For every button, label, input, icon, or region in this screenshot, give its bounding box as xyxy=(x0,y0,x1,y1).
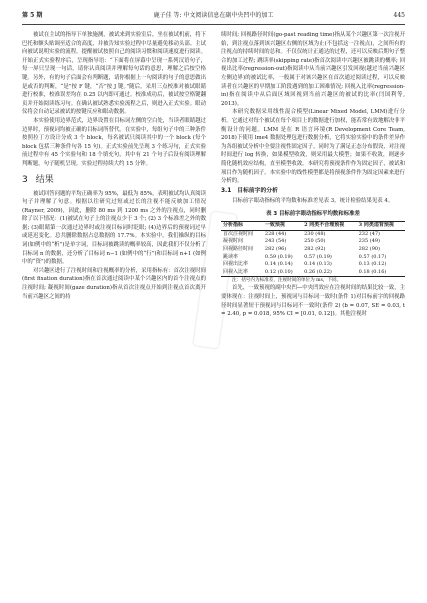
paragraph-findings: 首先，一致预视的副中央凹—中央凹效应在注视时间的结果比较一致，主要体现在：注视时间上，预视词与目标词一致时(条件 1)对目标前字的回视路径时间显著短于预视词与目标词不一致时(条件 2) (b = 0.07, SE = 0.03, t = 2.40, p = 0.018, 95% CI = [0.01, 0.12])。其他注视时 xyxy=(221,285,405,318)
table-header-cell: 3 同类违背预视 xyxy=(358,222,394,229)
paragraph-measures-continued: 续时间; 回视路径时间(go-past reading time)指从某个兴趣区第一次注视开始，到注视点落到该兴趣区右侧的区域为止(不包括这一注视点)，之间所有的注视点的持续时间的总和。不仅仅统计正通达的过程，还可以反映后期句子整合的加工过程; 跳读率(skipping rate)指首次阅读中兴趣区被跳读的概率; 回视出比率(regression-out)指阅读中从当前兴趣区引发回视(越过当前兴趣区左侧边界)的被试比率，一般属于对该兴趣区在首次通过阅读过程，可以反映读者在兴趣区的早期加工阶段遇到的加工困难情况; 回视入比率(regression-in)指在阅读中从后面区域回视到当前兴趣区的被试的比率(闫国利等, 2013)。 xyxy=(221,32,405,107)
table-cell: 0.14 (0.13) xyxy=(304,261,332,268)
table-cell: 跳读率 xyxy=(223,253,239,260)
table-cell: 232 (47) xyxy=(358,230,381,237)
table-header-cell: 分析指标 xyxy=(223,222,244,229)
table-cell: 250 (50) xyxy=(304,238,326,245)
table-cell: 282 (90) xyxy=(358,246,381,253)
table-cell: 282 (96) xyxy=(264,246,287,253)
section-heading-results xyxy=(22,173,206,187)
table-cell: 0.18 (0.16) xyxy=(358,268,387,275)
table-header-cell: 一致预视 xyxy=(264,222,285,229)
right-column xyxy=(221,31,405,319)
table-row xyxy=(221,261,405,269)
section-title: 结果 xyxy=(35,174,54,185)
paragraph-results-measures: 对兴趣区进行了注视时间和注视概率的分析，采用指标有：首次注视时间(first fixation duration)指在首次通过阅读中某个兴趣区内的首个注视点的注视时间; 凝视时间(gaze duration)指从首次注视点开始到注视点首次离开当前兴趣区之间的持 xyxy=(22,267,206,300)
table-cell: 0.12 (0.10) xyxy=(264,268,293,275)
table-cell: 回视路径时间 xyxy=(223,246,254,253)
table-cell: 首次注视时间 xyxy=(223,230,254,237)
table-cell: 243 (54) xyxy=(264,238,287,245)
paragraph-results-accuracy: 被试回答问题的平均正确率为 95%，最低为 85%，表明被试均认真阅读句子并理解了句意。根据以往研究过短或过长的注视不能反映加工情况 (Rayner, 2009)，因此，删除 80 ms 到 1200 ms 之外的注视点，同时删除了以下情况：(1)被试在句子上的注视点少于 3 个; (2) 3 个标准差之外的数据; (3)眼睛第一次通过边界时或注视目标词时眨眼; (4)边界后的预视词过早或延迟变化。总共删除数据占总数据的 17.7%。本实验中，我们操纵的目标词(如例中的“析”)是单字词，目标词被跳读的概率较高，因此我们不仅分析了目标词 n 的数据，还分析了目标词 n−1 (如例中的“行”)和目标词 n+1 (如例中的“资”)的数据。 xyxy=(22,190,206,266)
table-cell: 228 (44) xyxy=(264,230,287,237)
left-column xyxy=(22,31,206,301)
paragraph-procedure: 被试在主试的指导下单独施测，被试来到实验室后，坐在被试机前，将下巴托和额头贴调至适合的高度，并被告知实验过程中尽量避免移动头部。主试向被试说明实验的流程，提醒被试按照自己的阅读习惯和阅读速度进行阅读。开始正式实验程序后，呈现指导语：“下面将在屏幕中呈现一系列汉语句子，每一屏只呈现一句话，请你认真阅读并理解每句话的意思，理解之后按空格键。另外，有的句子后面会有判断题，请你根据上一句阅读的句子的意思做出是或否的判断，“是”按 F 键，“否”按 J 键。”随后，采用三点校准对被试眼睛进行校准，校准误差均在 0.25 以内即可通过。校准成功后，被试按空格键翻页并开始阅读练习句。在确认被试熟悉实验流程之后，则进入正式实验。眼动仪将会自动记录被试的按键反应和眼动数据。 xyxy=(22,32,206,116)
table-cell: 0.14 (0.14) xyxy=(264,261,293,268)
table-caption: 表 3 目标前字眼动指标平均数和标准差 xyxy=(266,211,360,218)
table-cell: 0.59 (0.19) xyxy=(264,253,293,260)
table-cell: 230 (48) xyxy=(304,230,326,237)
paragraph-paradigm: 本实验使用边界范式，边界设置在目标词左侧的空白处，当读者眼睛越过边界时，预视词均被正确的目标词所替代。在实验中，每组句子中的三种条件按照拉丁方设计分成 3 个 block，每名被试只阅读其中的一个 block (每个 block 包括三种条件句各 15 句)。正式实验前先呈现 3 个练习句，正式实验前过程中有 45 个实验句和 18 个填充句，其中有 21 个句子后设有阅读理解判断题，句子随机呈现。实验过程持续大约 15 分钟。 xyxy=(22,117,206,167)
running-header xyxy=(22,10,405,22)
paragraph-lmm: 本研究数据采用线性混合模型(Linear Mixed Model, LMM)进行分析。它通过对每个被试在每个项目上的数据进行加权，能若常有效地解决非平衡设计的问题。LMM 是在 R 语言环境(R Development Core Team, 2018)下使用 lme4 数据处理包进行数据分析，它将实验实验中的条件差异作为各组被试分析中全要注视性固定因子。同时为了满足正态分布假设，对注视时间进行 log 转换，如果模型收敛，则采用最大模型；如果不收敛，则逐步简化随机效应结构，直至模型收敛。本研究将预视条件作为固定因子，被试和项目作为随机因子。本实验中的线性模型都是将预视条件作为固定因素来进行分析的。 xyxy=(221,109,405,185)
table-cell: 282 (92) xyxy=(304,246,326,253)
table-cell: 回视出比率 xyxy=(223,261,249,268)
table-cell: 回视入比率 xyxy=(223,268,249,275)
table-header-cell: 2 同类不合理预视 xyxy=(304,222,345,229)
subsection-number: 3.1 xyxy=(221,187,232,194)
table-cell: 0.57 (0.17) xyxy=(358,253,387,260)
table-row xyxy=(221,246,405,254)
issue-label: 第 5 期 xyxy=(22,12,43,19)
subsection-heading xyxy=(221,187,405,196)
table-header-row xyxy=(221,222,405,231)
section-number: 3 xyxy=(22,174,28,185)
table-cell: 0.26 (0.22) xyxy=(304,268,332,275)
table-note: 注：括号内为标准差，注视时间的单位为 ms，下同。 xyxy=(232,278,342,284)
running-title: 鹿子佳 等: 中文阅读信息在副中央凹中的加工 xyxy=(153,12,274,19)
metrics-table xyxy=(221,221,405,277)
subsection-title: 目标前字的分析 xyxy=(237,187,278,194)
table-cell: 凝视时间 xyxy=(223,238,244,245)
table-cell: 0.57 (0.19) xyxy=(304,253,332,260)
table-row xyxy=(221,238,405,246)
page-number: 445 xyxy=(393,12,405,19)
table-cell: 0.13 (0.12) xyxy=(358,261,387,268)
table-cell: 235 (49) xyxy=(358,238,381,245)
paragraph-subsection-intro: 目标前字眼动指标的平均数和标准差见表 3，统计检验结果见表 4。 xyxy=(232,197,394,204)
table-row xyxy=(221,269,405,277)
header-rule xyxy=(22,24,405,25)
